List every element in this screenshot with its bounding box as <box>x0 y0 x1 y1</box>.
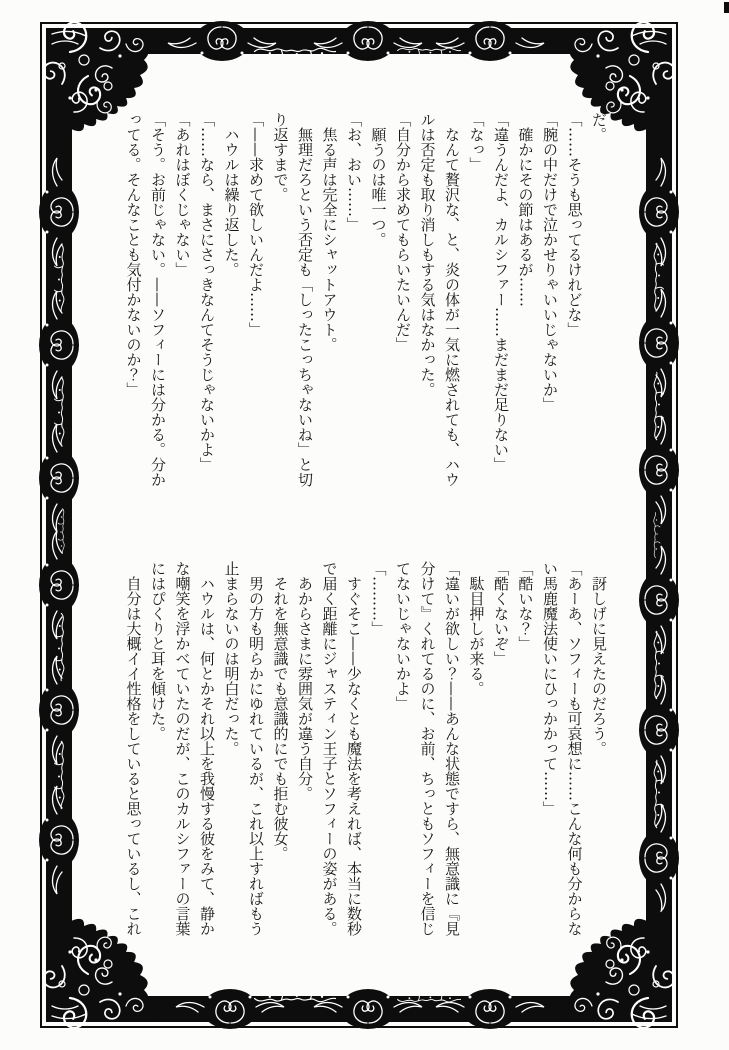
paragraph-line: 「酷くないぞ」 <box>492 561 510 666</box>
paragraph-line: 「——求めて欲しいんだよ……」 <box>247 112 265 337</box>
paragraph-line: 駄目押しが来る。 <box>467 561 486 696</box>
paragraph-line: ハウルは、何とかそれ以上を我慢する彼をみて、静かな嘲笑を浮かべていたのだが、このカルシファーの言葉にはぴくりと耳を傾けた。 <box>149 561 216 936</box>
paragraph-line: 自分は大概イイ性格をしていると思っているし、これ <box>124 561 143 936</box>
novel-text-bottom <box>121 561 611 938</box>
paragraph-line: 願うのは唯一つ。 <box>369 112 388 247</box>
paragraph-line: 「違いが欲しい？——あんな状態ですら、無意識に『見分けて』くれてるのに、お前、ちっともソフィーを信じてないじゃないかよ」 <box>394 561 461 936</box>
paragraph-line: なんて贅沢な、と、炎の体が一気に燃されても、ハウルは否定も取り消しもする気はなかった。 <box>418 112 461 487</box>
paragraph-line: 「違うんだよ、カルシファー……まだまだ足りない」 <box>492 112 510 472</box>
paragraph-line: 「……なら、まさにさっきなんてそうじゃないかよ」 <box>198 112 216 472</box>
paragraph-line: 「自分から求めてもらいたいんだ」 <box>394 112 412 352</box>
paragraph-line: 確かにその節はあるが…… <box>516 112 535 307</box>
paragraph-line: 「あれはぼくじゃない」 <box>173 112 192 277</box>
paragraph-line: すぐそこ——少なくとも魔法を考えれば、本当に数秒で届く距離にジャスティン王子とソフィーの姿がある。 <box>320 561 363 936</box>
paragraph-line: 「………」 <box>369 561 388 636</box>
paragraph-line: 「そう。お前じゃない。——ソフィーには分かる。分かってる。そんなことも気付かないのか？」 <box>124 112 167 487</box>
paragraph-line: 「なっ」 <box>467 112 486 172</box>
paragraph-line: あからさまに雰囲気が違う自分。 <box>296 561 314 801</box>
paragraph-line: 「酷いな？」 <box>516 561 535 651</box>
paragraph-line: ハウルは繰り返した。 <box>222 112 241 277</box>
paragraph-line: 「……そうも思ってるけれどな」 <box>565 112 584 337</box>
paragraph-line: だ。 <box>590 112 608 142</box>
paragraph-line: 男の方も明らかにゆれているが、これ以上すればもう止まらないのは明白だった。 <box>222 561 265 936</box>
paragraph-line: 「腕の中だけで泣かせりゃいいじゃないか」 <box>541 112 559 412</box>
paragraph-line: 無理だろという否定も「しったこっちゃないね」と切り返すまで。 <box>271 112 314 487</box>
paragraph-line: 焦る声は完全にシャットアウト。 <box>320 112 339 352</box>
page-corner-mark <box>724 2 729 13</box>
paragraph-line: それを無意識でも意識的にでも拒む彼女。 <box>271 561 290 861</box>
novel-text-top <box>121 112 611 489</box>
paragraph-line: 訝しげに見えたのだろう。 <box>590 561 608 756</box>
paragraph-line: 「お、おい……」 <box>345 112 363 232</box>
paragraph-line: 「あーあ、ソフィーも可哀想に……こんな何も分からない馬鹿魔法使いにひっかかって……」 <box>541 561 584 936</box>
